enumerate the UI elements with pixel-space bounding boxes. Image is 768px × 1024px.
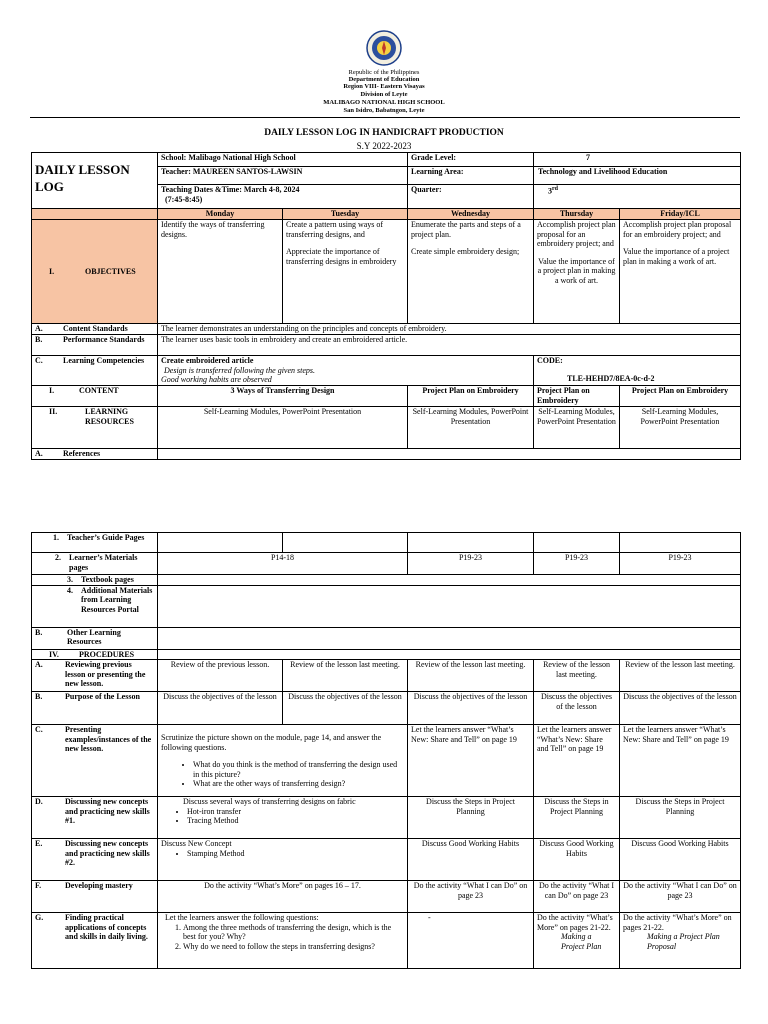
header-school: MALIBAGO NATIONAL HIGH SCHOOL <box>323 99 445 106</box>
learners-materials-label: 2. Learner’s Materials pages <box>32 553 158 575</box>
proc-b-thursday: Discuss the objectives of the lesson <box>534 692 620 725</box>
grade-level-label: Grade Level: <box>408 153 534 167</box>
header-department: Department of Education <box>348 76 420 83</box>
objectives-label: I. OBJECTIVES <box>32 220 158 324</box>
proc-e-mon-tue: Discuss New Concept • Stamping Method <box>158 839 408 881</box>
learning-competencies-text: Create embroidered article Design is transferred following the given steps. Good working habits are observed <box>158 356 534 386</box>
proc-f-mon-tue: Do the activity “What’s More” on pages 16 – 17. <box>158 881 408 913</box>
day-header-tuesday: Tuesday <box>283 209 408 220</box>
proc-d-item-2: • Tracing Method <box>187 816 404 826</box>
day-header-monday: Monday <box>158 209 283 220</box>
proc-c-thursday: Let the learners answer “What’s New: Share and Tell” on page 19 <box>534 725 620 797</box>
content-mon-tue: 3 Ways of Transferring Design <box>158 386 408 407</box>
references-label: A. References <box>32 449 158 460</box>
day-header-blank <box>32 209 158 220</box>
proc-a-monday: Review of the previous lesson. <box>158 660 283 692</box>
proc-b-friday: Discuss the objectives of the lesson <box>620 692 741 725</box>
additional-materials-label: 4. Additional Materials from Learning Resources Portal <box>32 585 158 627</box>
proc-e-friday: Discuss Good Working Habits <box>620 839 741 881</box>
content-thursday: Project Plan on Embroidery <box>534 386 620 407</box>
proc-e-wednesday: Discuss Good Working Habits <box>408 839 534 881</box>
proc-b-label: B. Purpose of the Lesson <box>32 692 158 725</box>
proc-e-label: E. Discussing new concepts and practicing new skills #2. <box>32 839 158 881</box>
objective-tuesday: Create a pattern using ways of transferring designs, and Appreciate the importance of transferring designs in embroidery <box>283 220 408 324</box>
proc-g-question-1: 1. Among the three methods of transferring the design, which is the best for you? Why? <box>183 923 404 942</box>
content-label: I. CONTENT <box>32 386 158 407</box>
teachers-guide-label: 1. Teacher’s Guide Pages <box>32 533 158 553</box>
proc-g-label: G. Finding practical applications of concepts and skills in daily living. <box>32 913 158 969</box>
proc-c-question-2: • What are the other ways of transferring design? <box>193 779 404 789</box>
lm-wednesday: P19-23 <box>408 553 534 575</box>
header-region: Region VIII- Eastern Visayas <box>343 83 425 90</box>
school-field: School: Malibago National High School <box>158 153 408 167</box>
proc-f-label: F. Developing mastery <box>32 881 158 913</box>
deped-seal-icon <box>366 30 402 66</box>
lm-friday: P19-23 <box>620 553 741 575</box>
textbook-pages-value <box>158 575 741 586</box>
competency-code: CODE: TLE-HEHD7/8EA-0c-d-2 <box>534 356 741 386</box>
proc-c-mon-tue: Scrutinize the picture shown on the module, page 14, and answer the following questions. • What do you think is the method of transferring the design used in this picture? • What are the other ways of transferring design? <box>158 725 408 797</box>
content-friday: Project Plan on Embroidery <box>620 386 741 407</box>
document-title: DAILY LESSON LOG IN HANDICRAFT PRODUCTION <box>264 128 504 138</box>
proc-d-mon-tue: Discuss several ways of transferring designs on fabric • Hot-iron transfer • Tracing Method <box>158 797 408 839</box>
learning-competencies-label: C. Learning Competencies <box>32 356 158 386</box>
content-standards-text: The learner demonstrates an understanding on the principles and concepts of embroidery. <box>158 324 741 335</box>
teaching-dates-field: Teaching Dates &Time: March 4-8, 2024 (7:45-8:45) <box>158 185 408 209</box>
lesson-log-table-1 <box>31 152 741 460</box>
references-value <box>158 449 741 460</box>
proc-c-wednesday: Let the learners answer “What’s New: Share and Tell” on page 19 <box>408 725 534 797</box>
lesson-log-table-2 <box>31 532 741 969</box>
proc-d-friday: Discuss the Steps in Project Planning <box>620 797 741 839</box>
proc-a-thursday: Review of the lesson last meeting. <box>534 660 620 692</box>
textbook-pages-label: 3. Textbook pages <box>32 575 158 586</box>
header-division: Division of Leyte <box>360 91 408 98</box>
dll-label: DAILY LESSON LOG <box>32 153 158 209</box>
proc-a-tuesday: Review of the lesson last meeting. <box>283 660 408 692</box>
lm-thursday: P19-23 <box>534 553 620 575</box>
proc-c-label: C. Presenting examples/instances of the new lesson. <box>32 725 158 797</box>
objective-monday: Identify the ways of transferring designs. <box>158 220 283 324</box>
lm-mon-tue: P14-18 <box>158 553 408 575</box>
resources-wednesday: Self-Learning Modules, PowerPoint Presentation <box>408 407 534 449</box>
day-header-thursday: Thursday <box>534 209 620 220</box>
proc-a-wednesday: Review of the lesson last meeting. <box>408 660 534 692</box>
learning-area-label: Learning Area: <box>408 167 534 185</box>
resources-mon-tue: Self-Learning Modules, PowerPoint Presentation <box>158 407 408 449</box>
quarter-label: Quarter: <box>408 185 534 209</box>
content-standards-label: A. Content Standards <box>32 324 158 335</box>
other-resources-value <box>158 627 741 649</box>
objective-thursday: Accomplish project plan proposal for an embroidery project; and Value the importance of a project plan in making a work of art. <box>534 220 620 324</box>
proc-f-wednesday: Do the activity “What I can Do” on page 23 <box>408 881 534 913</box>
proc-g-wednesday: - <box>408 913 534 969</box>
proc-c-friday: Let the learners answer “What’s New: Share and Tell” on page 19 <box>620 725 741 797</box>
performance-standards-text: The learner uses basic tools in embroidery and create an embroidered article. <box>158 335 741 356</box>
teacher-field: Teacher: MAUREEN SANTOS-LAWSIN <box>158 167 408 185</box>
school-year: S.Y 2022-2023 <box>356 141 412 151</box>
proc-e-thursday: Discuss Good Working Habits <box>534 839 620 881</box>
proc-g-thursday: Do the activity “What’s More” on pages 21-22. Making a Project Plan <box>534 913 620 969</box>
grade-level-value: 7 <box>534 153 741 167</box>
proc-d-wednesday: Discuss the Steps in Project Planning <box>408 797 534 839</box>
header-address: San Isidro, Babatngon, Leyte <box>343 107 425 114</box>
content-wednesday: Project Plan on Embroidery <box>408 386 534 407</box>
proc-f-thursday: Do the activity “What I can Do” on page 23 <box>534 881 620 913</box>
proc-b-monday: Discuss the objectives of the lesson <box>158 692 283 725</box>
additional-materials-value <box>158 585 741 627</box>
other-resources-label: B. Other Learning Resources <box>32 627 158 649</box>
resources-friday: Self-Learning Modules, PowerPoint Presentation <box>620 407 741 449</box>
performance-standards-label: B. Performance Standards <box>32 335 158 356</box>
tg-monday <box>158 533 283 553</box>
tg-tuesday <box>283 533 408 553</box>
proc-b-tuesday: Discuss the objectives of the lesson <box>283 692 408 725</box>
proc-d-thursday: Discuss the Steps in Project Planning <box>534 797 620 839</box>
day-header-wednesday: Wednesday <box>408 209 534 220</box>
proc-d-item-1: • Hot-iron transfer <box>187 807 404 817</box>
proc-g-mon-tue: Let the learners answer the following questions: 1. Among the three methods of transferring the design, which is the best for you? Why? 2. Why do we need to follow the steps in transferring designs? <box>158 913 408 969</box>
resources-thursday: Self-Learning Modules, PowerPoint Presentation <box>534 407 620 449</box>
proc-e-item-1: • Stamping Method <box>187 849 404 859</box>
proc-g-friday: Do the activity “What’s More” on pages 21-22. Making a Project Plan Proposal <box>620 913 741 969</box>
tg-friday <box>620 533 741 553</box>
proc-f-friday: Do the activity “What I can Do” on page 23 <box>620 881 741 913</box>
proc-g-question-2: 2. Why do we need to follow the steps in transferring designs? <box>183 942 404 952</box>
objective-friday: Accomplish project plan proposal for an embroidery project; and Value the importance of a project plan in making a work of art. <box>620 220 741 324</box>
tg-thursday <box>534 533 620 553</box>
procedures-value <box>158 649 741 660</box>
proc-c-question-1: • What do you think is the method of transferring the design used in this picture? <box>193 760 404 779</box>
quarter-value: 3rd <box>534 185 741 209</box>
proc-d-label: D. Discussing new concepts and practicing new skills #1. <box>32 797 158 839</box>
proc-a-friday: Review of the lesson last meeting. <box>620 660 741 692</box>
header-divider <box>30 117 740 118</box>
tg-wednesday <box>408 533 534 553</box>
learning-area-value: Technology and Livelihood Education <box>534 167 741 185</box>
objective-wednesday: Enumerate the parts and steps of a project plan. Create simple embroidery design; <box>408 220 534 324</box>
header-republic: Republic of the Philippines <box>348 69 420 76</box>
proc-b-wednesday: Discuss the objectives of the lesson <box>408 692 534 725</box>
learning-resources-label: II. LEARNING RESOURCES <box>32 407 158 449</box>
proc-a-label: A. Reviewing previous lesson or presenting the new lesson. <box>32 660 158 692</box>
procedures-label: IV. PROCEDURES <box>32 649 158 660</box>
day-header-friday: Friday/ICL <box>620 209 741 220</box>
